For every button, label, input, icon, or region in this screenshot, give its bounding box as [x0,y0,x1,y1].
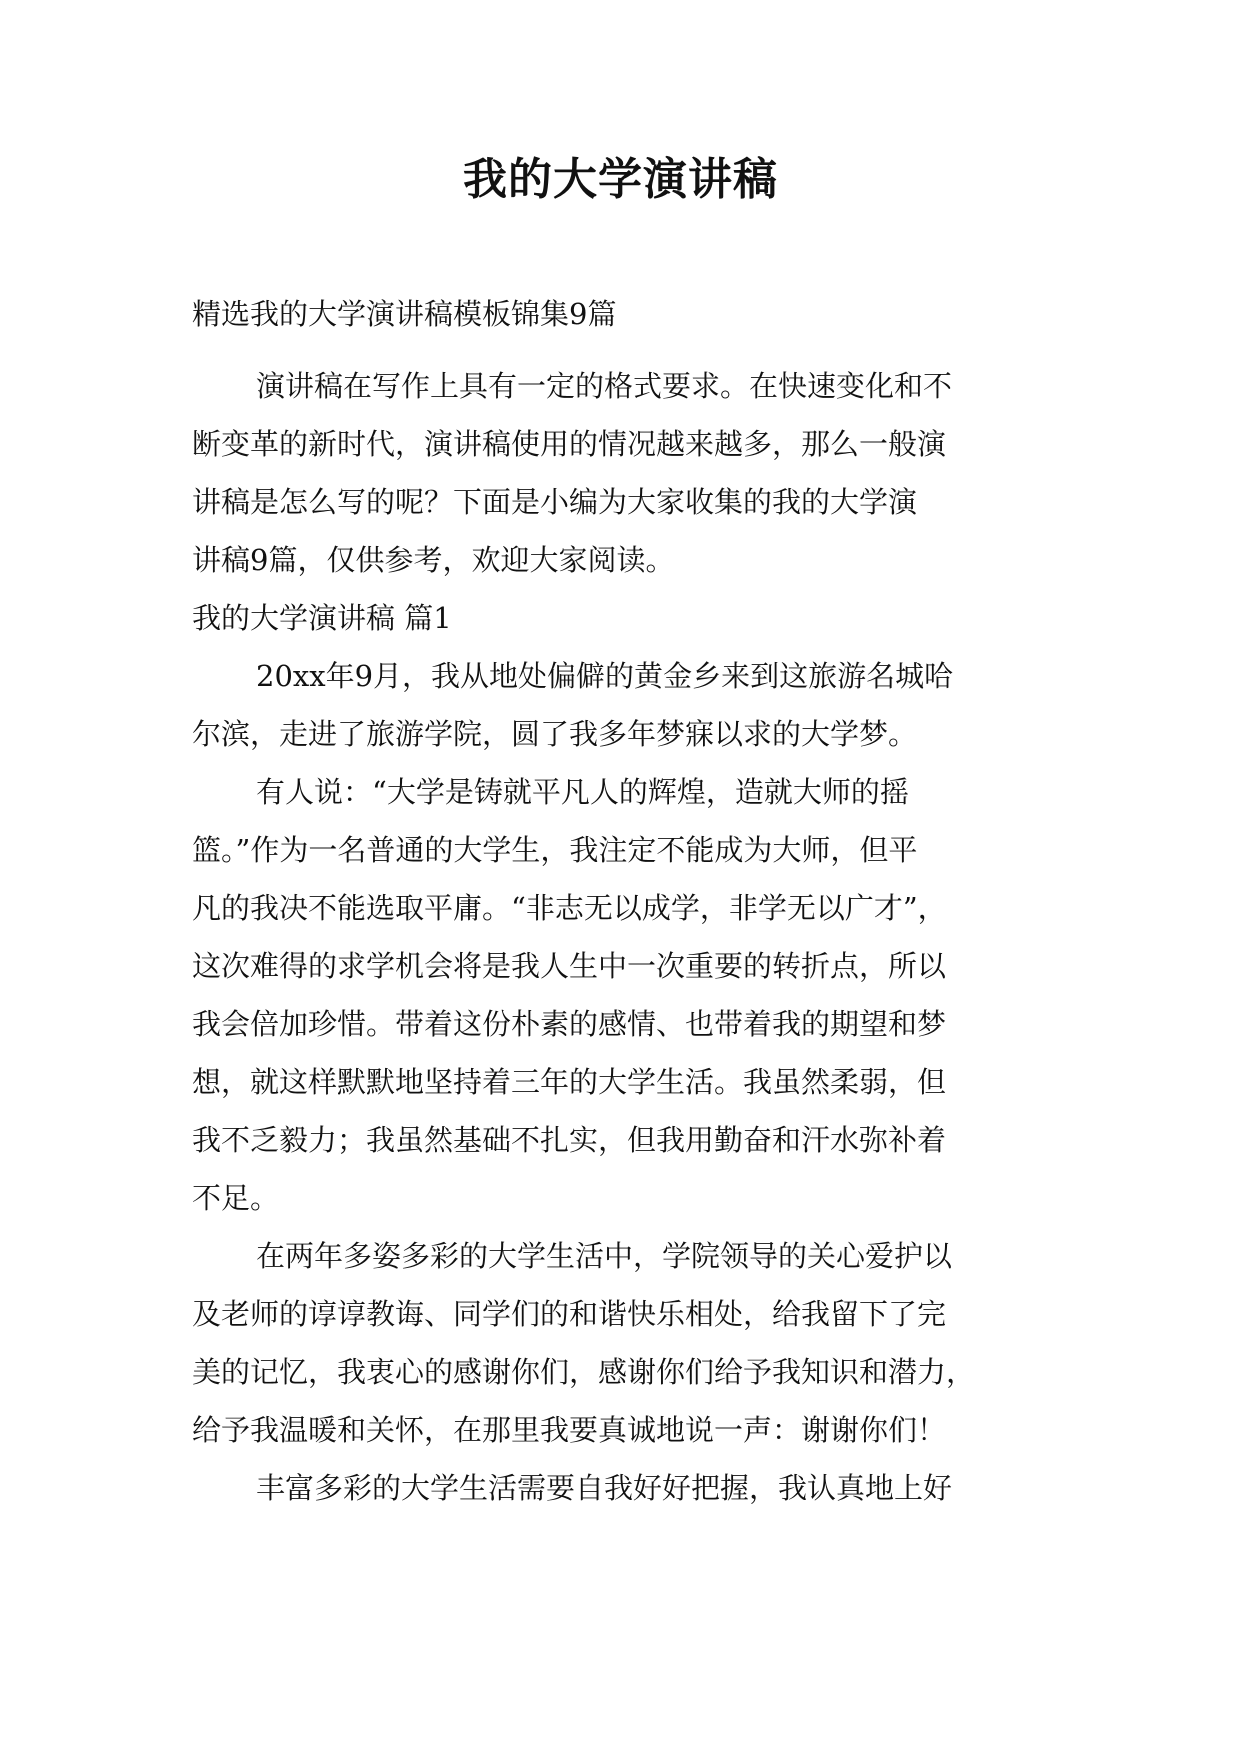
paragraph-line: 尔滨，走进了旅游学院，圆了我多年梦寐以求的大学梦。 [192,717,918,751]
paragraph-line: 给予我温暖和关怀，在那里我要真诚地说一声：谢谢你们！ [192,1413,947,1447]
paragraph-line: 演讲稿在写作上具有一定的格式要求。在快速变化和不 [256,369,953,403]
paragraph-line: 美的记忆，我衷心的感谢你们，感谢你们给予我知识和潜力， [192,1355,976,1389]
paragraph-3 [192,1227,1072,1459]
paragraph-line: 我不乏毅力；我虽然基础不扎实，但我用勤奋和汗水弥补着 [192,1123,947,1157]
paragraph-2 [192,763,1072,1227]
paragraph-line: 丰富多彩的大学生活需要自我好好把握，我认真地上好 [256,1471,953,1505]
paragraph-line: 我会倍加珍惜。带着这份朴素的感情、也带着我的期望和梦 [192,1007,947,1041]
document-subtitle: 精选我的大学演讲稿模板锦集9篇 [192,297,617,331]
document-title: 我的大学演讲稿 [463,154,778,205]
paragraph-line: 及老师的谆谆教诲、同学们的和谐快乐相处，给我留下了完 [192,1297,947,1331]
paragraph-line: 讲稿9篇，仅供参考，欢迎大家阅读。 [192,543,675,577]
paragraph-line: 不足。 [192,1181,280,1215]
intro-paragraph [192,357,1072,589]
paragraph-line: 凡的我决不能选取平庸。“非志无以成学，非学无以广才”， [192,891,947,925]
paragraph-line: 想，就这样默默地坚持着三年的大学生活。我虽然柔弱，但 [192,1065,947,1099]
paragraph-line: 有人说：“大学是铸就平凡人的辉煌，造就大师的摇 [256,775,909,809]
paragraph-1 [192,647,1072,763]
paragraph-line: 20xx年9月，我从地处偏僻的黄金乡来到这旅游名城哈 [256,659,954,693]
paragraph-line: 断变革的新时代，演讲稿使用的情况越来越多，那么一般演 [192,427,947,461]
section-heading-text: 我的大学演讲稿 篇1 [192,601,452,635]
paragraph-line: 讲稿是怎么写的呢？下面是小编为大家收集的我的大学演 [192,485,918,519]
paragraph-4 [192,1459,1072,1517]
section-heading [192,589,1072,647]
paragraph-line: 在两年多姿多彩的大学生活中，学院领导的关心爱护以 [256,1239,953,1273]
paragraph-line: 这次难得的求学机会将是我人生中一次重要的转折点，所以 [192,949,947,983]
paragraph-line: 篮。”作为一名普通的大学生，我注定不能成为大师，但平 [192,833,918,867]
